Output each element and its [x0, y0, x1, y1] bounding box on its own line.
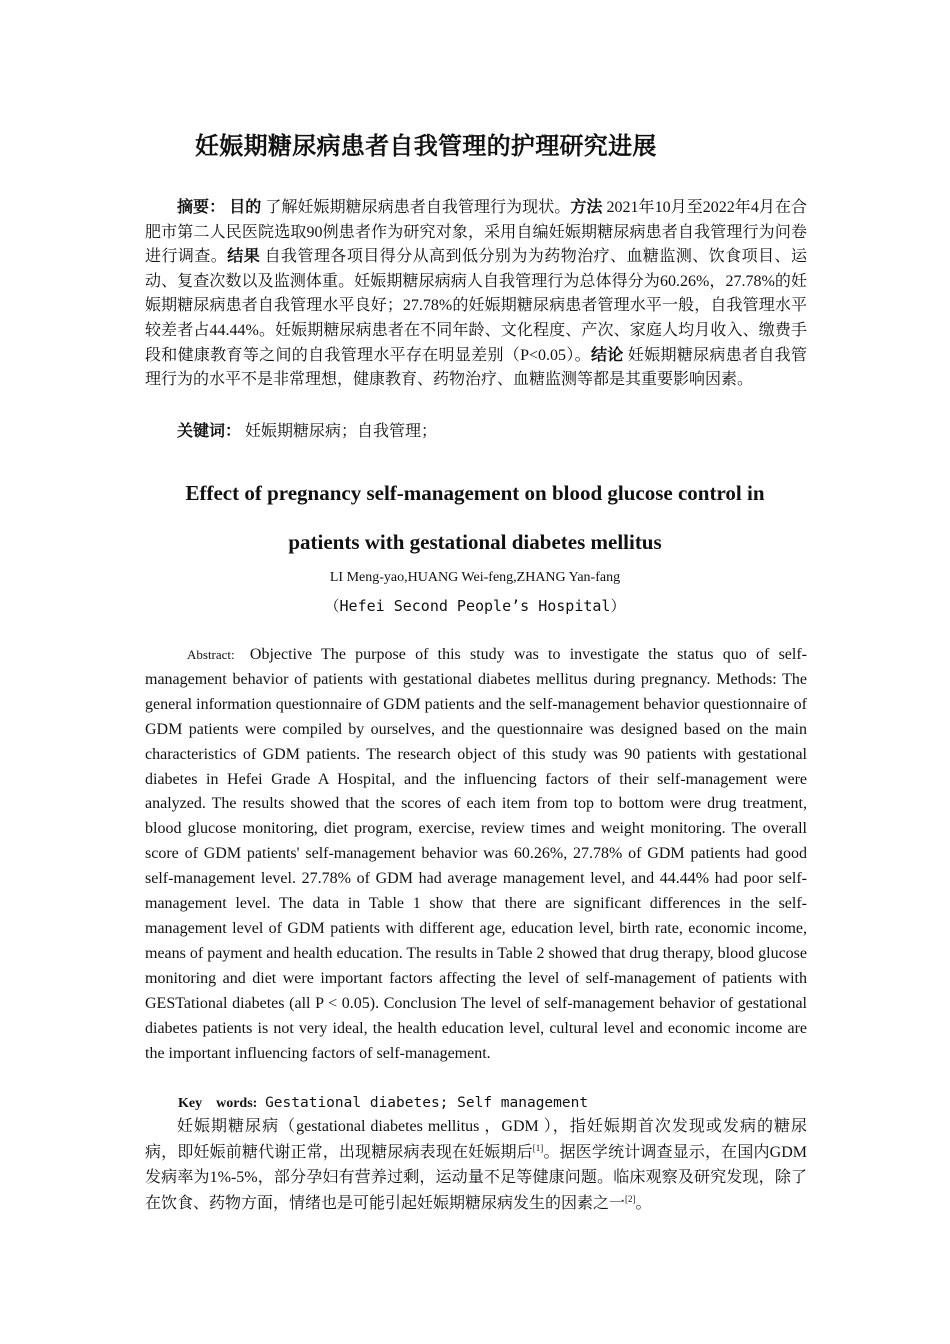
- affiliation: （Hefei Second People’s Hospital）: [324, 597, 626, 615]
- english-keywords-text: Gestational diabetes; Self management: [265, 1095, 589, 1111]
- results-text: 自我管理各项目得分从高到低分别为为药物治疗、血糖监测、饮食项目、运动、复查次数以及监测体重。妊娠期糖尿病病人自我管理行为总体得分为60.26%，27.78%的妊娠期糖尿病患者自我管理水平良好；27.78%的妊娠期糖尿病患者管理水平一般，自我管理水平较差者占44.44%。妊娠期糖尿病患者在不同年龄、文化程度、产次、家庭人均月收入、缴费手段和健康教育等之间的自我管理水平存在明显差别（P<0.05）。: [145, 248, 807, 364]
- chinese-keywords: [145, 420, 807, 445]
- objective-label: 目的: [229, 199, 262, 216]
- conclusion-text: 妊娠期糖尿病患者自我管理行为的水平不是非常理想，健康教育、药物治疗、血糖监测等都是其重要影响因素。: [145, 346, 807, 389]
- body-text-part-2: 。据医学统计调查显示，在国内GDM发病率为1%-5%，部分孕妇有营养过剩，运动量不足等健康问题。临床观察及研究发现，除了在饮食、药物方面，情绪也是可能引起妊娠期糖尿病发生的因素之一: [145, 1143, 807, 1212]
- english-abstract-label: Abstract:: [187, 647, 235, 662]
- methods-label: 方法: [570, 199, 603, 216]
- results-label: 结果: [227, 248, 261, 266]
- chinese-title: 妊娠期糖尿病患者自我管理的护理研究进展: [195, 134, 657, 160]
- citation-1: [1]: [532, 1142, 544, 1153]
- english-keywords-label: Key words:: [178, 1096, 258, 1111]
- english-keywords: [178, 1092, 588, 1112]
- keywords-text: 妊娠期糖尿病；自我管理；: [245, 423, 438, 440]
- conclusion-label: 结论: [590, 346, 624, 364]
- body-paragraph: [145, 1114, 807, 1216]
- chinese-abstract: [145, 196, 807, 393]
- methods-text: 2021年10月至2022年4月在合肥市第二人民医院选取90例患者作为研究对象，采用自编妊娠期糖尿病患者自我管理行为问卷进行调查。: [145, 199, 807, 266]
- citation-2: [2]: [625, 1193, 636, 1204]
- keywords-label: 关键词：: [177, 423, 242, 440]
- english-abstract: [145, 643, 807, 1066]
- body-text-part-3: 。: [635, 1194, 652, 1212]
- abstract-label: 摘要：: [177, 199, 226, 216]
- english-title-line-1: Effect of pregnancy self-management on blood glucose control in: [185, 481, 765, 505]
- authors: LI Meng-yao,HUANG Wei-feng,ZHANG Yan-fang: [329, 570, 621, 585]
- objective-text: 了解妊娠期糖尿病患者自我管理行为现状。: [265, 199, 571, 216]
- english-abstract-text: Objective The purpose of this study was to investigate the status quo of self-management behavior of patients with gestational diabetes mellitus during pregnancy. Methods: The general information questionnaire of GDM patients and the self-management behavior questionnaire of GDM patients were compiled by ourselves, and the questionnaire was designed based on the main characteristics of GDM patients. The research object of this study was 90 patients with gestational diabetes in Hefei Grade A Hospital, and the influencing factors of their self-management were analyzed. The results showed that the scores of each item from top to bottom were drug treatment, blood glucose monitoring, diet program, exercise, review times and weight monitoring. The overall score of GDM patients' self-management behavior was 60.26%, 27.78% of GDM patients had good self-management level. 27.78% of GDM had average management level, and 44.44% had poor self-management level. The data in Table 1 show that there are significant differences in the self-management level of GDM patients with different age, education level, birth rate, economic income, means of payment and health education. The results in Table 2 showed that drug therapy, blood glucose monitoring and diet were important factors affecting the level of self-management of patients with GESTational diabetes (all P < 0.05). Conclusion The level of self-management behavior of gestational diabetes patients is not very ideal, the health education level, cultural level and economic income are the important influencing factors of self-management.: [145, 646, 807, 1062]
- english-title-line-2: patients with gestational diabetes mellitus: [288, 530, 662, 554]
- body-text-part-1: 妊娠期糖尿病（gestational diabetes mellitus ，GDM ），指妊娠期首次发现或发病的糖尿病，即妊娠前糖代谢正常，出现糖尿病表现在妊娠期后: [145, 1118, 807, 1161]
